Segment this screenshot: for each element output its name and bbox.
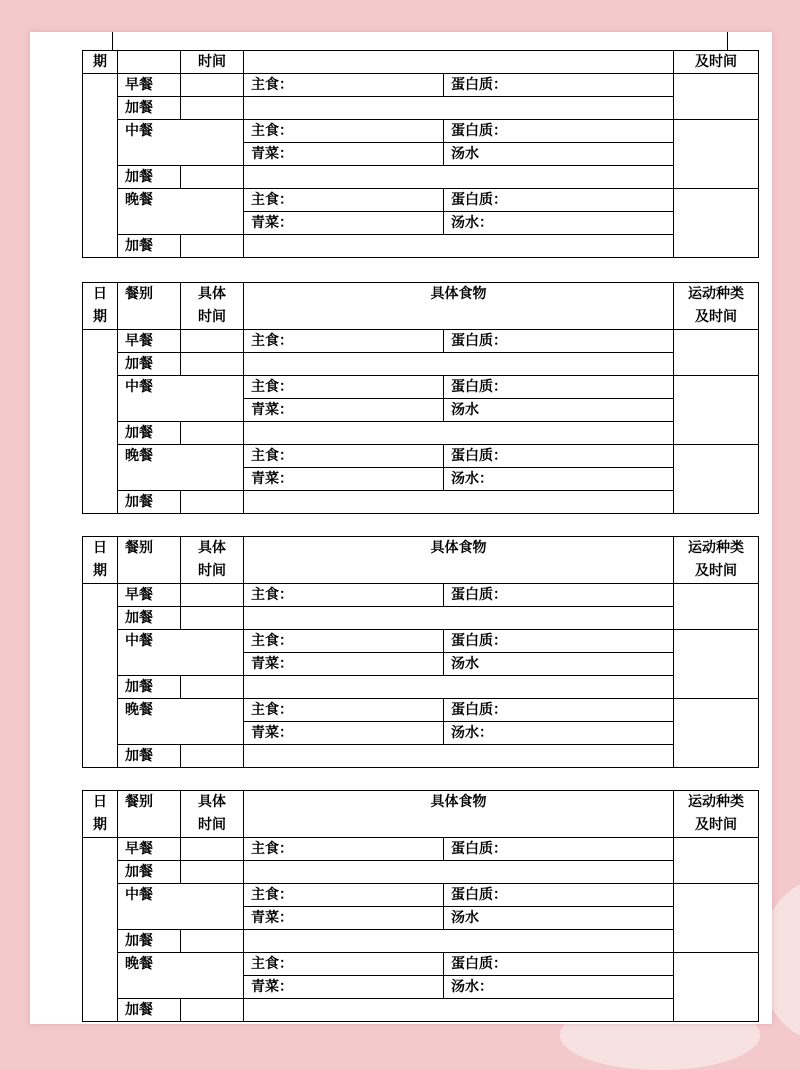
cut-line [112, 32, 113, 50]
exercise-header: 及时间 [674, 51, 759, 74]
staple-cell[interactable]: 主食： [244, 584, 444, 607]
diet-table-1 [82, 50, 759, 258]
food-cell[interactable] [244, 861, 674, 884]
diet-table-3 [82, 536, 759, 768]
meal-label: 加餐 [118, 607, 181, 630]
time-cell[interactable] [181, 330, 244, 353]
time-cell[interactable] [181, 235, 244, 258]
protein-cell[interactable]: 蛋白质： [444, 74, 674, 97]
meal-label: 早餐 [118, 74, 181, 97]
food-cell[interactable] [244, 999, 674, 1022]
veg-cell[interactable]: 青菜： [244, 976, 444, 999]
diet-table-4 [82, 790, 759, 1022]
time-cell[interactable] [181, 999, 244, 1022]
protein-cell[interactable]: 蛋白质： [444, 189, 674, 212]
meal-header: 餐别 [118, 283, 181, 330]
meal-label: 中餐 [118, 884, 244, 930]
date-cell[interactable] [83, 330, 118, 514]
staple-cell[interactable]: 主食： [244, 699, 444, 722]
time-cell[interactable] [181, 838, 244, 861]
veg-cell[interactable]: 青菜： [244, 399, 444, 422]
staple-cell[interactable]: 主食： [244, 330, 444, 353]
staple-cell[interactable]: 主食： [244, 120, 444, 143]
time-cell[interactable] [181, 491, 244, 514]
exercise-cell[interactable] [674, 74, 759, 120]
veg-cell[interactable]: 青菜： [244, 468, 444, 491]
exercise-cell[interactable] [674, 445, 759, 514]
staple-cell[interactable]: 主食： [244, 953, 444, 976]
food-header: 具体食物 [244, 283, 674, 330]
date-header: 期 [83, 51, 118, 74]
staple-cell[interactable]: 主食： [244, 884, 444, 907]
veg-cell[interactable]: 青菜： [244, 722, 444, 745]
meal-label: 早餐 [118, 838, 181, 861]
meal-label: 加餐 [118, 861, 181, 884]
exercise-cell[interactable] [674, 330, 759, 376]
exercise-cell[interactable] [674, 584, 759, 630]
exercise-cell[interactable] [674, 699, 759, 768]
meal-label: 中餐 [118, 120, 244, 166]
time-cell[interactable] [181, 353, 244, 376]
staple-cell[interactable]: 主食： [244, 445, 444, 468]
meal-label: 中餐 [118, 630, 244, 676]
cut-line [727, 32, 728, 50]
veg-cell[interactable]: 青菜： [244, 212, 444, 235]
veg-cell[interactable]: 青菜： [244, 143, 444, 166]
soup-cell[interactable]: 汤水 [444, 399, 674, 422]
exercise-cell[interactable] [674, 189, 759, 258]
diet-log-sheet [30, 32, 772, 1024]
food-cell[interactable] [244, 422, 674, 445]
soup-cell[interactable]: 汤水： [444, 976, 674, 999]
date-cell[interactable] [83, 838, 118, 1022]
exercise-header: 运动种类 及时间 [674, 283, 759, 330]
protein-cell[interactable]: 蛋白质： [444, 120, 674, 143]
meal-label: 晚餐 [118, 699, 244, 745]
time-cell[interactable] [181, 97, 244, 120]
date-cell[interactable] [83, 584, 118, 768]
soup-cell[interactable]: 汤水 [444, 143, 674, 166]
time-header: 具体 时间 [181, 791, 244, 838]
time-cell[interactable] [181, 676, 244, 699]
veg-cell[interactable]: 青菜： [244, 653, 444, 676]
food-cell[interactable] [244, 97, 674, 120]
time-cell[interactable] [181, 745, 244, 768]
food-header [244, 51, 674, 74]
meal-label: 加餐 [118, 930, 181, 953]
protein-cell[interactable]: 蛋白质： [444, 330, 674, 353]
food-header: 具体食物 [244, 791, 674, 838]
staple-cell[interactable]: 主食： [244, 838, 444, 861]
protein-cell[interactable]: 蛋白质： [444, 838, 674, 861]
date-header: 日 期 [83, 537, 118, 584]
meal-header: 餐别 [118, 791, 181, 838]
meal-header [118, 51, 181, 74]
staple-cell[interactable]: 主食： [244, 74, 444, 97]
protein-cell[interactable]: 蛋白质： [444, 699, 674, 722]
staple-cell[interactable]: 主食： [244, 376, 444, 399]
veg-cell[interactable]: 青菜： [244, 907, 444, 930]
meal-label: 早餐 [118, 584, 181, 607]
time-cell[interactable] [181, 422, 244, 445]
food-cell[interactable] [244, 166, 674, 189]
meal-label: 晚餐 [118, 445, 244, 491]
exercise-cell[interactable] [674, 630, 759, 699]
time-cell[interactable] [181, 930, 244, 953]
date-header: 日 期 [83, 791, 118, 838]
soup-cell[interactable]: 汤水： [444, 212, 674, 235]
meal-header: 餐别 [118, 537, 181, 584]
exercise-cell[interactable] [674, 120, 759, 189]
meal-label: 加餐 [118, 422, 181, 445]
soup-cell[interactable]: 汤水： [444, 722, 674, 745]
protein-cell[interactable]: 蛋白质： [444, 953, 674, 976]
meal-label: 加餐 [118, 491, 181, 514]
protein-cell[interactable]: 蛋白质： [444, 884, 674, 907]
food-cell[interactable] [244, 353, 674, 376]
diet-table-2 [82, 282, 759, 514]
time-cell[interactable] [181, 74, 244, 97]
meal-label: 加餐 [118, 353, 181, 376]
meal-label: 晚餐 [118, 189, 244, 235]
food-cell[interactable] [244, 930, 674, 953]
meal-label: 晚餐 [118, 953, 244, 999]
meal-label: 加餐 [118, 999, 181, 1022]
staple-cell[interactable]: 主食： [244, 630, 444, 653]
food-header: 具体食物 [244, 537, 674, 584]
date-cell[interactable] [83, 74, 118, 258]
protein-cell[interactable]: 蛋白质： [444, 376, 674, 399]
exercise-cell[interactable] [674, 838, 759, 884]
protein-cell[interactable]: 蛋白质： [444, 445, 674, 468]
meal-label: 早餐 [118, 330, 181, 353]
meal-label: 中餐 [118, 376, 244, 422]
time-header: 时间 [181, 51, 244, 74]
meal-label: 加餐 [118, 676, 181, 699]
meal-label: 加餐 [118, 745, 181, 768]
soup-cell[interactable]: 汤水 [444, 653, 674, 676]
food-cell[interactable] [244, 607, 674, 630]
time-cell[interactable] [181, 607, 244, 630]
exercise-cell[interactable] [674, 884, 759, 953]
soup-cell[interactable]: 汤水： [444, 468, 674, 491]
soup-cell[interactable]: 汤水 [444, 907, 674, 930]
exercise-header: 运动种类 及时间 [674, 791, 759, 838]
protein-cell[interactable]: 蛋白质： [444, 630, 674, 653]
food-cell[interactable] [244, 745, 674, 768]
exercise-cell[interactable] [674, 953, 759, 1022]
staple-cell[interactable]: 主食： [244, 189, 444, 212]
time-header: 具体 时间 [181, 537, 244, 584]
date-header: 日 期 [83, 283, 118, 330]
time-cell[interactable] [181, 584, 244, 607]
meal-label: 加餐 [118, 166, 181, 189]
time-cell[interactable] [181, 861, 244, 884]
food-cell[interactable] [244, 491, 674, 514]
meal-label: 加餐 [118, 235, 181, 258]
exercise-header: 运动种类 及时间 [674, 537, 759, 584]
food-cell[interactable] [244, 676, 674, 699]
meal-label: 加餐 [118, 97, 181, 120]
time-cell[interactable] [181, 166, 244, 189]
food-cell[interactable] [244, 235, 674, 258]
time-header: 具体 时间 [181, 283, 244, 330]
exercise-cell[interactable] [674, 376, 759, 445]
protein-cell[interactable]: 蛋白质： [444, 584, 674, 607]
